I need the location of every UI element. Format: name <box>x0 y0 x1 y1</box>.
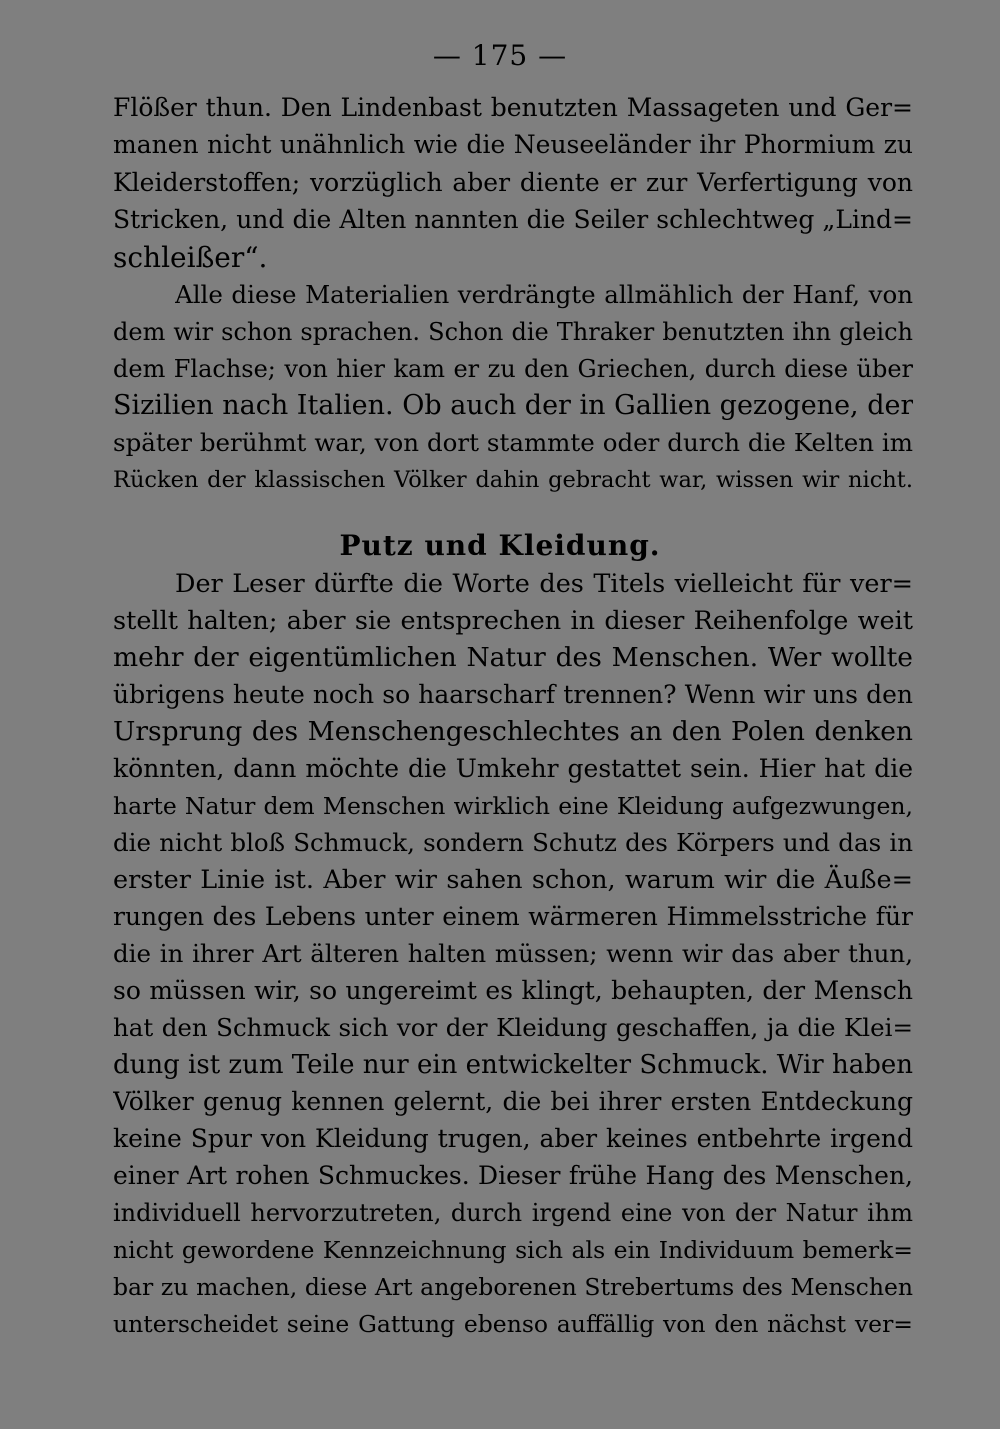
paragraph-3-line: nicht gewordene Kennzeichnung sich als ein Individuum bemerk= <box>113 1236 913 1264</box>
paragraph-2-line: dem Flachse; von hier kam er zu den Griechen, durch diese über <box>113 355 913 383</box>
paragraph-3-line: Völker genug kennen gelernt, die bei ihrer ersten Entdeckung <box>113 1087 913 1116</box>
paragraph-3-line: mehr der eigentümlichen Natur des Menschen. Wer wollte <box>113 642 913 673</box>
paragraph-3-line: erster Linie ist. Aber wir sahen schon, warum wir die Äuße= <box>113 865 913 895</box>
paragraph-2-line: Sizilien nach Italien. Ob auch der in Gallien gezogene, der <box>113 390 913 421</box>
paragraph-2-line: Rücken der klassischen Völker dahin gebracht war, wissen wir nicht. <box>113 467 913 493</box>
paragraph-1-line: Stricken, und die Alten nannten die Seiler schlechtweg „Lind= <box>113 205 913 234</box>
paragraph-3-line: die nicht bloß Schmuck, sondern Schutz des Körpers und das in <box>113 828 913 857</box>
paragraph-3-line: rungen des Lebens unter einem wärmeren Himmelsstriche für <box>113 902 913 931</box>
paragraph-3-line: Der Leser dürfte die Worte des Titels vielleicht für ver= <box>175 569 913 599</box>
paragraph-1-line: Flößer thun. Den Lindenbast benutzten Massageten und Ger= <box>113 93 913 122</box>
paragraph-3-line: unterscheidet seine Gattung ebenso auffällig von den nächst ver= <box>113 1310 913 1338</box>
paragraph-3-line: könnten, dann möchte die Umkehr gestattet sein. Hier hat die <box>113 754 913 783</box>
paragraph-2-line: später berühmt war, von dort stammte oder durch die Kelten im <box>113 428 913 457</box>
paragraph-3-line: harte Natur dem Menschen wirklich eine Kleidung aufgezwungen, <box>113 792 913 820</box>
paragraph-3-line: individuell hervorzutreten, durch irgend eine von der Natur ihm <box>113 1199 913 1227</box>
paragraph-2-line: dem wir schon sprachen. Schon die Thraker benutzten ihn gleich <box>113 318 913 346</box>
paragraph-3-line: dung ist zum Teile nur ein entwickelter Schmuck. Wir haben <box>113 1050 913 1080</box>
paragraph-1-line: schleißer“. <box>113 241 268 274</box>
paragraph-3-line: stellt halten; aber sie entsprechen in dieser Reihenfolge weit <box>113 606 913 636</box>
paragraph-3-line: einer Art rohen Schmuckes. Dieser frühe Hang des Menschen, <box>113 1161 913 1190</box>
paragraph-2-line: Alle diese Materialien verdrängte allmählich der Hanf, von <box>175 280 913 309</box>
paragraph-3-line: keine Spur von Kleidung trugen, aber keines entbehrte irgend <box>113 1124 913 1153</box>
paragraph-1-line: manen nicht unähnlich wie die Neuseeländer ihr Phormium zu <box>113 130 913 159</box>
paragraph-1-line: Kleiderstoffen; vorzüglich aber diente er zur Verfertigung von <box>113 168 913 197</box>
page-number: — 175 — <box>432 39 568 72</box>
paragraph-3-line: die in ihrer Art älteren halten müssen; wenn wir das aber thun, <box>113 939 913 968</box>
section-heading: Putz und Kleidung. <box>339 529 661 562</box>
paragraph-3-line: übrigens heute noch so haarscharf trennen? Wenn wir uns den <box>113 680 913 709</box>
paragraph-3-line: hat den Schmuck sich vor der Kleidung geschaffen, ja die Klei= <box>113 1013 913 1042</box>
paragraph-3-line: so müssen wir, so ungereimt es klingt, behaupten, der Mensch <box>113 976 913 1005</box>
paragraph-3-line: bar zu machen, diese Art angeborenen Strebertums des Menschen <box>113 1273 913 1301</box>
paragraph-3-line: Ursprung des Menschengeschlechtes an den Polen denken <box>113 716 913 747</box>
